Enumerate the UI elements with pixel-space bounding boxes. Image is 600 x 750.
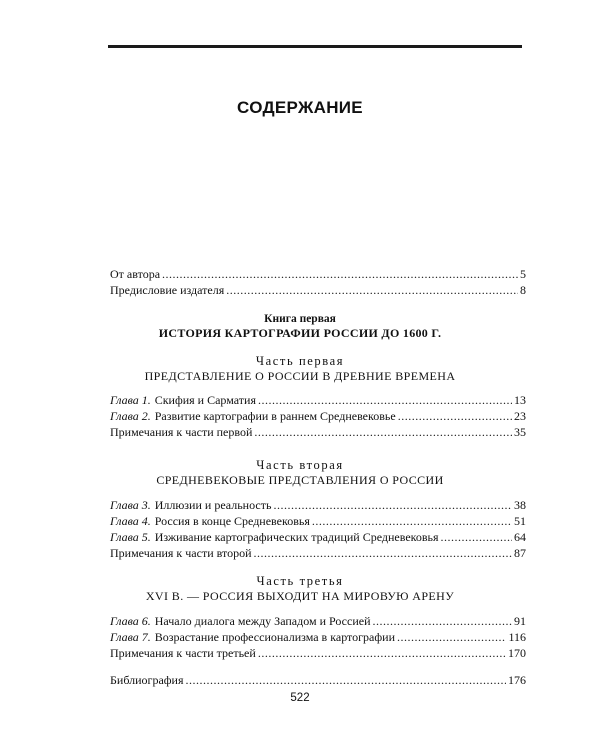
chapter-number: Глава 4. bbox=[110, 514, 151, 528]
leader-dots bbox=[441, 529, 512, 545]
leader-dots bbox=[162, 266, 518, 282]
toc-entry[interactable] bbox=[110, 613, 526, 629]
toc-entry-page: 176 bbox=[508, 673, 526, 687]
book-title: ИСТОРИЯ КАРТОГРАФИИ РОССИИ ДО 1600 Г. bbox=[158, 326, 442, 340]
toc-entry[interactable] bbox=[110, 529, 526, 545]
leader-dots bbox=[226, 282, 518, 298]
toc-entry-label: Примечания к части первой bbox=[110, 425, 253, 439]
toc-entry-page: 23 bbox=[514, 409, 526, 423]
toc-entry-label: Начало диалога между Западом и Россией bbox=[154, 614, 371, 628]
chapter-number: Глава 1. bbox=[110, 393, 151, 407]
toc-entry-page: 116 bbox=[508, 630, 526, 644]
toc-entry-page: 64 bbox=[514, 530, 526, 544]
toc-entry[interactable] bbox=[110, 545, 526, 561]
leader-dots bbox=[254, 424, 512, 440]
part-label: Часть третья bbox=[256, 574, 344, 588]
part-label: Часть первая bbox=[255, 354, 345, 368]
leader-dots bbox=[398, 408, 512, 424]
toc-entry-label: Изживание картографических традиций Средневековья bbox=[154, 530, 439, 544]
toc-entry[interactable] bbox=[110, 497, 526, 513]
toc-entry-page: 91 bbox=[514, 614, 526, 628]
toc-entry-label: Развитие картографии в раннем Средневековье bbox=[154, 409, 396, 423]
toc-entry-label: Библиография bbox=[110, 673, 184, 687]
leader-dots bbox=[273, 497, 512, 513]
leader-dots bbox=[312, 513, 512, 529]
toc-entry-label: Примечания к части третьей bbox=[110, 646, 256, 660]
toc-entry[interactable] bbox=[110, 672, 526, 688]
leader-dots bbox=[397, 629, 506, 645]
leader-dots bbox=[373, 613, 513, 629]
toc-entry[interactable] bbox=[110, 629, 526, 645]
leader-dots bbox=[186, 672, 507, 688]
chapter-number: Глава 2. bbox=[110, 409, 151, 423]
toc-entry-page: 51 bbox=[514, 514, 526, 528]
page-title: СОДЕРЖАНИЕ bbox=[237, 98, 363, 117]
part-title: ПРЕДСТАВЛЕНИЕ О РОССИИ В ДРЕВНИЕ ВРЕМЕНА bbox=[144, 369, 456, 383]
toc-entry[interactable] bbox=[110, 645, 526, 661]
toc-entry-page: 38 bbox=[514, 498, 526, 512]
top-rule bbox=[108, 45, 522, 48]
part-title: XVI В. — РОССИЯ ВЫХОДИТ НА МИРОВУЮ АРЕНУ bbox=[145, 589, 455, 603]
chapter-number: Глава 5. bbox=[110, 530, 151, 544]
book-label: Книга первая bbox=[264, 313, 336, 325]
chapter-number: Глава 6. bbox=[110, 614, 151, 628]
toc-entry-label: Россия в конце Средневековья bbox=[154, 514, 310, 528]
toc-entry-page: 35 bbox=[514, 425, 526, 439]
toc-entry[interactable] bbox=[110, 424, 526, 440]
toc-entry[interactable] bbox=[110, 408, 526, 424]
chapter-number: Глава 7. bbox=[110, 630, 151, 644]
toc-entry[interactable] bbox=[110, 266, 526, 282]
toc-entry-label: Примечания к части второй bbox=[110, 546, 252, 560]
leader-dots bbox=[254, 545, 513, 561]
chapter-number: Глава 3. bbox=[110, 498, 151, 512]
toc-entry[interactable] bbox=[110, 392, 526, 408]
toc-entry-page: 5 bbox=[520, 267, 526, 281]
toc-entry-label: Иллюзии и реальность bbox=[154, 498, 272, 512]
part-title: СРЕДНЕВЕКОВЫЕ ПРЕДСТАВЛЕНИЯ О РОССИИ bbox=[156, 473, 444, 487]
toc-entry-label: Возрастание профессионализма в картографии bbox=[154, 630, 395, 644]
toc-entry[interactable] bbox=[110, 282, 526, 298]
part-label: Часть вторая bbox=[256, 458, 344, 472]
toc-entry-label: Скифия и Сарматия bbox=[154, 393, 256, 407]
toc-entry-page: 87 bbox=[514, 546, 526, 560]
toc-entry[interactable] bbox=[110, 513, 526, 529]
toc-entry-label: Предисловие издателя bbox=[110, 283, 225, 297]
toc-entry-label: От автора bbox=[110, 267, 161, 281]
toc-entry-page: 8 bbox=[520, 283, 526, 297]
leader-dots bbox=[258, 645, 506, 661]
toc-entry-page: 13 bbox=[514, 393, 526, 407]
page-number: 522 bbox=[290, 692, 310, 704]
leader-dots bbox=[258, 392, 512, 408]
toc-entry-page: 170 bbox=[508, 646, 526, 660]
